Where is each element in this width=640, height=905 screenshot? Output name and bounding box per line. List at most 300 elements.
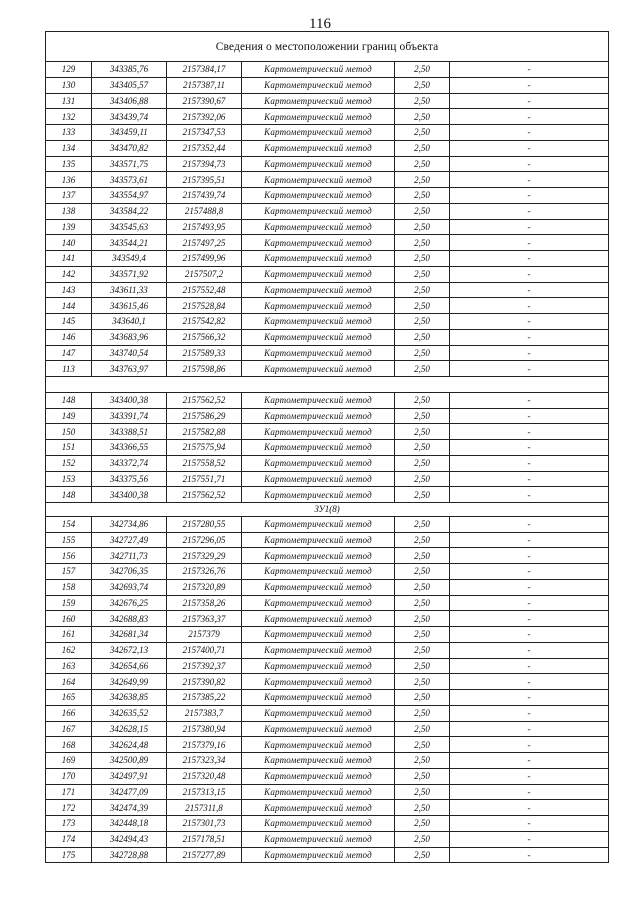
method-cell: Картометрический метод	[242, 690, 395, 706]
x-coordinate-cell: 342635,52	[92, 705, 167, 721]
table-row	[46, 721, 609, 737]
x-coordinate-cell: 343640,1	[92, 314, 167, 330]
point-number-cell: 173	[46, 816, 92, 832]
point-number-cell: 151	[46, 440, 92, 456]
table-row	[46, 690, 609, 706]
extra-cell: -	[450, 595, 609, 611]
method-cell: Картометрический метод	[242, 768, 395, 784]
point-number-cell: 133	[46, 125, 92, 141]
point-number-cell: 163	[46, 658, 92, 674]
method-cell: Картометрический метод	[242, 203, 395, 219]
point-number-cell: 143	[46, 282, 92, 298]
extra-cell: -	[450, 345, 609, 361]
point-number-cell: 174	[46, 831, 92, 847]
extra-cell: -	[450, 251, 609, 267]
extra-cell: -	[450, 172, 609, 188]
table-row	[46, 172, 609, 188]
point-number-cell: 132	[46, 109, 92, 125]
table-row	[46, 737, 609, 753]
table-row	[46, 392, 609, 408]
extra-cell: -	[450, 361, 609, 377]
x-coordinate-cell: 342693,74	[92, 579, 167, 595]
extra-cell: -	[450, 471, 609, 487]
y-coordinate-cell: 2157392,37	[167, 658, 242, 674]
table-row	[46, 784, 609, 800]
accuracy-cell: 2,50	[395, 455, 450, 471]
point-number-cell: 139	[46, 219, 92, 235]
x-coordinate-cell: 343405,57	[92, 77, 167, 93]
accuracy-cell: 2,50	[395, 408, 450, 424]
point-number-cell: 144	[46, 298, 92, 314]
y-coordinate-cell: 2157528,84	[167, 298, 242, 314]
point-number-cell: 158	[46, 579, 92, 595]
y-coordinate-cell: 2157320,48	[167, 768, 242, 784]
accuracy-cell: 2,50	[395, 705, 450, 721]
method-cell: Картометрический метод	[242, 408, 395, 424]
extra-cell: -	[450, 816, 609, 832]
y-coordinate-cell: 2157311,8	[167, 800, 242, 816]
y-coordinate-cell: 2157488,8	[167, 203, 242, 219]
y-coordinate-cell: 2157329,29	[167, 548, 242, 564]
method-cell: Картометрический метод	[242, 816, 395, 832]
accuracy-cell: 2,50	[395, 516, 450, 532]
table-row	[46, 800, 609, 816]
accuracy-cell: 2,50	[395, 690, 450, 706]
table-row	[46, 658, 609, 674]
method-cell: Картометрический метод	[242, 674, 395, 690]
y-coordinate-cell: 2157296,05	[167, 532, 242, 548]
accuracy-cell: 2,50	[395, 658, 450, 674]
method-cell: Картометрический метод	[242, 627, 395, 643]
y-coordinate-cell: 2157383,7	[167, 705, 242, 721]
accuracy-cell: 2,50	[395, 564, 450, 580]
x-coordinate-cell: 342624,48	[92, 737, 167, 753]
y-coordinate-cell: 2157562,52	[167, 392, 242, 408]
method-cell: Картометрический метод	[242, 611, 395, 627]
y-coordinate-cell: 2157320,89	[167, 579, 242, 595]
x-coordinate-cell: 342734,86	[92, 516, 167, 532]
extra-cell: -	[450, 298, 609, 314]
y-coordinate-cell: 2157277,89	[167, 847, 242, 863]
point-number-cell: 170	[46, 768, 92, 784]
accuracy-cell: 2,50	[395, 847, 450, 863]
accuracy-cell: 2,50	[395, 298, 450, 314]
y-coordinate-cell: 2157439,74	[167, 188, 242, 204]
table-row	[46, 125, 609, 141]
x-coordinate-cell: 342649,99	[92, 674, 167, 690]
extra-cell: -	[450, 188, 609, 204]
method-cell: Картометрический метод	[242, 345, 395, 361]
table-row	[46, 847, 609, 863]
y-coordinate-cell: 2157586,29	[167, 408, 242, 424]
y-coordinate-cell: 2157390,67	[167, 93, 242, 109]
point-number-cell: 149	[46, 408, 92, 424]
table-row	[46, 674, 609, 690]
point-number-cell: 175	[46, 847, 92, 863]
method-cell: Картометрический метод	[242, 847, 395, 863]
x-coordinate-cell: 343740,54	[92, 345, 167, 361]
y-coordinate-cell: 2157384,17	[167, 62, 242, 78]
extra-cell: -	[450, 219, 609, 235]
method-cell: Картометрический метод	[242, 77, 395, 93]
x-coordinate-cell: 343571,92	[92, 266, 167, 282]
table-row	[46, 487, 609, 503]
x-coordinate-cell: 343763,97	[92, 361, 167, 377]
x-coordinate-cell: 342628,15	[92, 721, 167, 737]
accuracy-cell: 2,50	[395, 737, 450, 753]
method-cell: Картометрический метод	[242, 424, 395, 440]
y-coordinate-cell: 2157380,94	[167, 721, 242, 737]
point-number-cell: 155	[46, 532, 92, 548]
table-row	[46, 282, 609, 298]
method-cell: Картометрический метод	[242, 235, 395, 251]
accuracy-cell: 2,50	[395, 188, 450, 204]
table-row	[46, 516, 609, 532]
table-header: Сведения о местоположении границ объекта	[46, 32, 609, 62]
y-coordinate-cell: 2157558,52	[167, 455, 242, 471]
point-number-cell: 156	[46, 548, 92, 564]
x-coordinate-cell: 343400,38	[92, 392, 167, 408]
point-number-cell: 172	[46, 800, 92, 816]
accuracy-cell: 2,50	[395, 235, 450, 251]
method-cell: Картометрический метод	[242, 251, 395, 267]
extra-cell: -	[450, 674, 609, 690]
section-label-row	[46, 503, 609, 517]
x-coordinate-cell: 342494,43	[92, 831, 167, 847]
extra-cell: -	[450, 424, 609, 440]
y-coordinate-cell: 2157551,71	[167, 471, 242, 487]
accuracy-cell: 2,50	[395, 140, 450, 156]
point-number-cell: 137	[46, 188, 92, 204]
x-coordinate-cell: 342654,66	[92, 658, 167, 674]
x-coordinate-cell: 343385,76	[92, 62, 167, 78]
extra-cell: -	[450, 690, 609, 706]
point-number-cell: 152	[46, 455, 92, 471]
point-number-cell: 167	[46, 721, 92, 737]
method-cell: Картометрический метод	[242, 471, 395, 487]
point-number-cell: 166	[46, 705, 92, 721]
extra-cell: -	[450, 77, 609, 93]
method-cell: Картометрический метод	[242, 455, 395, 471]
method-cell: Картометрический метод	[242, 156, 395, 172]
x-coordinate-cell: 343391,74	[92, 408, 167, 424]
extra-cell: -	[450, 235, 609, 251]
y-coordinate-cell: 2157395,51	[167, 172, 242, 188]
accuracy-cell: 2,50	[395, 392, 450, 408]
point-number-cell: 136	[46, 172, 92, 188]
extra-cell: -	[450, 658, 609, 674]
point-number-cell: 130	[46, 77, 92, 93]
x-coordinate-cell: 343388,51	[92, 424, 167, 440]
x-coordinate-cell: 342681,34	[92, 627, 167, 643]
extra-cell: -	[450, 487, 609, 503]
table-row	[46, 424, 609, 440]
accuracy-cell: 2,50	[395, 674, 450, 690]
method-cell: Картометрический метод	[242, 361, 395, 377]
extra-cell: -	[450, 62, 609, 78]
y-coordinate-cell: 2157178,51	[167, 831, 242, 847]
x-coordinate-cell: 343549,4	[92, 251, 167, 267]
extra-cell: -	[450, 140, 609, 156]
table-row	[46, 642, 609, 658]
extra-cell: -	[450, 784, 609, 800]
method-cell: Картометрический метод	[242, 392, 395, 408]
method-cell: Картометрический метод	[242, 642, 395, 658]
extra-cell: -	[450, 266, 609, 282]
y-coordinate-cell: 2157598,86	[167, 361, 242, 377]
extra-cell: -	[450, 564, 609, 580]
accuracy-cell: 2,50	[395, 800, 450, 816]
accuracy-cell: 2,50	[395, 77, 450, 93]
table-row	[46, 768, 609, 784]
accuracy-cell: 2,50	[395, 424, 450, 440]
point-number-cell: 154	[46, 516, 92, 532]
accuracy-cell: 2,50	[395, 784, 450, 800]
point-number-cell: 146	[46, 329, 92, 345]
x-coordinate-cell: 343615,46	[92, 298, 167, 314]
x-coordinate-cell: 343439,74	[92, 109, 167, 125]
method-cell: Картометрический метод	[242, 753, 395, 769]
x-coordinate-cell: 343584,22	[92, 203, 167, 219]
method-cell: Картометрический метод	[242, 125, 395, 141]
point-number-cell: 168	[46, 737, 92, 753]
extra-cell: -	[450, 392, 609, 408]
x-coordinate-cell: 342474,39	[92, 800, 167, 816]
table-row	[46, 77, 609, 93]
table-row	[46, 455, 609, 471]
x-coordinate-cell: 342477,09	[92, 784, 167, 800]
accuracy-cell: 2,50	[395, 361, 450, 377]
method-cell: Картометрический метод	[242, 62, 395, 78]
y-coordinate-cell: 2157326,76	[167, 564, 242, 580]
method-cell: Картометрический метод	[242, 532, 395, 548]
method-cell: Картометрический метод	[242, 721, 395, 737]
x-coordinate-cell: 343571,75	[92, 156, 167, 172]
x-coordinate-cell: 343554,97	[92, 188, 167, 204]
accuracy-cell: 2,50	[395, 282, 450, 298]
section-label: ЗУ1(8)	[46, 503, 609, 517]
table-row	[46, 62, 609, 78]
y-coordinate-cell: 2157562,52	[167, 487, 242, 503]
y-coordinate-cell: 2157575,94	[167, 440, 242, 456]
method-cell: Картометрический метод	[242, 516, 395, 532]
extra-cell: -	[450, 579, 609, 595]
method-cell: Картометрический метод	[242, 564, 395, 580]
method-cell: Картометрический метод	[242, 548, 395, 564]
table-row	[46, 235, 609, 251]
accuracy-cell: 2,50	[395, 721, 450, 737]
y-coordinate-cell: 2157493,95	[167, 219, 242, 235]
point-number-cell: 131	[46, 93, 92, 109]
method-cell: Картометрический метод	[242, 188, 395, 204]
table-row	[46, 532, 609, 548]
extra-cell: -	[450, 642, 609, 658]
table-row	[46, 219, 609, 235]
extra-cell: -	[450, 737, 609, 753]
table-row	[46, 595, 609, 611]
accuracy-cell: 2,50	[395, 266, 450, 282]
accuracy-cell: 2,50	[395, 642, 450, 658]
y-coordinate-cell: 2157358,26	[167, 595, 242, 611]
y-coordinate-cell: 2157323,34	[167, 753, 242, 769]
page-number: 116	[309, 16, 331, 32]
y-coordinate-cell: 2157390,82	[167, 674, 242, 690]
point-number-cell: 138	[46, 203, 92, 219]
y-coordinate-cell: 2157400,71	[167, 642, 242, 658]
table-row	[46, 203, 609, 219]
y-coordinate-cell: 2157566,32	[167, 329, 242, 345]
x-coordinate-cell: 342711,73	[92, 548, 167, 564]
x-coordinate-cell: 343573,61	[92, 172, 167, 188]
method-cell: Картометрический метод	[242, 487, 395, 503]
x-coordinate-cell: 342728,88	[92, 847, 167, 863]
x-coordinate-cell: 343611,33	[92, 282, 167, 298]
table-row	[46, 266, 609, 282]
point-number-cell: 161	[46, 627, 92, 643]
extra-cell: -	[450, 627, 609, 643]
table-row	[46, 548, 609, 564]
accuracy-cell: 2,50	[395, 532, 450, 548]
accuracy-cell: 2,50	[395, 471, 450, 487]
table-row	[46, 440, 609, 456]
point-number-cell: 129	[46, 62, 92, 78]
y-coordinate-cell: 2157552,48	[167, 282, 242, 298]
accuracy-cell: 2,50	[395, 548, 450, 564]
accuracy-cell: 2,50	[395, 611, 450, 627]
point-number-cell: 148	[46, 392, 92, 408]
y-coordinate-cell: 2157363,37	[167, 611, 242, 627]
y-coordinate-cell: 2157379,16	[167, 737, 242, 753]
y-coordinate-cell: 2157542,82	[167, 314, 242, 330]
extra-cell: -	[450, 314, 609, 330]
method-cell: Картометрический метод	[242, 658, 395, 674]
x-coordinate-cell: 342500,89	[92, 753, 167, 769]
method-cell: Картометрический метод	[242, 172, 395, 188]
y-coordinate-cell: 2157582,88	[167, 424, 242, 440]
table-row	[46, 314, 609, 330]
y-coordinate-cell: 2157392,06	[167, 109, 242, 125]
extra-cell: -	[450, 455, 609, 471]
point-number-cell: 135	[46, 156, 92, 172]
method-cell: Картометрический метод	[242, 800, 395, 816]
table-row	[46, 156, 609, 172]
point-number-cell: 164	[46, 674, 92, 690]
method-cell: Картометрический метод	[242, 737, 395, 753]
table-body	[46, 32, 609, 863]
y-coordinate-cell: 2157347,53	[167, 125, 242, 141]
accuracy-cell: 2,50	[395, 627, 450, 643]
y-coordinate-cell: 2157507,2	[167, 266, 242, 282]
x-coordinate-cell: 343544,21	[92, 235, 167, 251]
x-coordinate-cell: 343459,11	[92, 125, 167, 141]
table-row	[46, 564, 609, 580]
x-coordinate-cell: 343375,56	[92, 471, 167, 487]
extra-cell: -	[450, 548, 609, 564]
extra-cell: -	[450, 516, 609, 532]
table-row	[46, 579, 609, 595]
y-coordinate-cell: 2157589,33	[167, 345, 242, 361]
accuracy-cell: 2,50	[395, 831, 450, 847]
accuracy-cell: 2,50	[395, 768, 450, 784]
x-coordinate-cell: 342448,18	[92, 816, 167, 832]
accuracy-cell: 2,50	[395, 314, 450, 330]
method-cell: Картометрический метод	[242, 266, 395, 282]
method-cell: Картометрический метод	[242, 219, 395, 235]
accuracy-cell: 2,50	[395, 172, 450, 188]
y-coordinate-cell: 2157385,22	[167, 690, 242, 706]
extra-cell: -	[450, 329, 609, 345]
extra-cell: -	[450, 611, 609, 627]
table-row	[46, 251, 609, 267]
point-number-cell: 162	[46, 642, 92, 658]
method-cell: Картометрический метод	[242, 329, 395, 345]
accuracy-cell: 2,50	[395, 329, 450, 345]
accuracy-cell: 2,50	[395, 62, 450, 78]
point-number-cell: 153	[46, 471, 92, 487]
extra-cell: -	[450, 282, 609, 298]
table-row	[46, 345, 609, 361]
x-coordinate-cell: 342727,49	[92, 532, 167, 548]
x-coordinate-cell: 342688,83	[92, 611, 167, 627]
point-number-cell: 140	[46, 235, 92, 251]
y-coordinate-cell: 2157387,11	[167, 77, 242, 93]
table-row	[46, 109, 609, 125]
accuracy-cell: 2,50	[395, 125, 450, 141]
point-number-cell: 147	[46, 345, 92, 361]
x-coordinate-cell: 343372,74	[92, 455, 167, 471]
point-number-cell: 160	[46, 611, 92, 627]
y-coordinate-cell: 2157301,73	[167, 816, 242, 832]
extra-cell: -	[450, 440, 609, 456]
table-row	[46, 705, 609, 721]
point-number-cell: 150	[46, 424, 92, 440]
x-coordinate-cell: 342706,35	[92, 564, 167, 580]
table-row	[46, 93, 609, 109]
table-row	[46, 361, 609, 377]
extra-cell: -	[450, 203, 609, 219]
accuracy-cell: 2,50	[395, 487, 450, 503]
accuracy-cell: 2,50	[395, 595, 450, 611]
table-row	[46, 188, 609, 204]
accuracy-cell: 2,50	[395, 816, 450, 832]
extra-cell: -	[450, 408, 609, 424]
method-cell: Картометрический метод	[242, 140, 395, 156]
table-row	[46, 329, 609, 345]
point-number-cell: 142	[46, 266, 92, 282]
accuracy-cell: 2,50	[395, 219, 450, 235]
method-cell: Картометрический метод	[242, 314, 395, 330]
extra-cell: -	[450, 109, 609, 125]
point-number-cell: 165	[46, 690, 92, 706]
y-coordinate-cell: 2157497,25	[167, 235, 242, 251]
method-cell: Картометрический метод	[242, 440, 395, 456]
accuracy-cell: 2,50	[395, 345, 450, 361]
table-header-row	[46, 32, 609, 62]
extra-cell: -	[450, 721, 609, 737]
table-row	[46, 298, 609, 314]
x-coordinate-cell: 343406,88	[92, 93, 167, 109]
accuracy-cell: 2,50	[395, 753, 450, 769]
y-coordinate-cell: 2157379	[167, 627, 242, 643]
x-coordinate-cell: 343400,38	[92, 487, 167, 503]
method-cell: Картометрический метод	[242, 579, 395, 595]
extra-cell: -	[450, 125, 609, 141]
y-coordinate-cell: 2157352,44	[167, 140, 242, 156]
method-cell: Картометрический метод	[242, 831, 395, 847]
method-cell: Картометрический метод	[242, 595, 395, 611]
accuracy-cell: 2,50	[395, 251, 450, 267]
table-row	[46, 471, 609, 487]
